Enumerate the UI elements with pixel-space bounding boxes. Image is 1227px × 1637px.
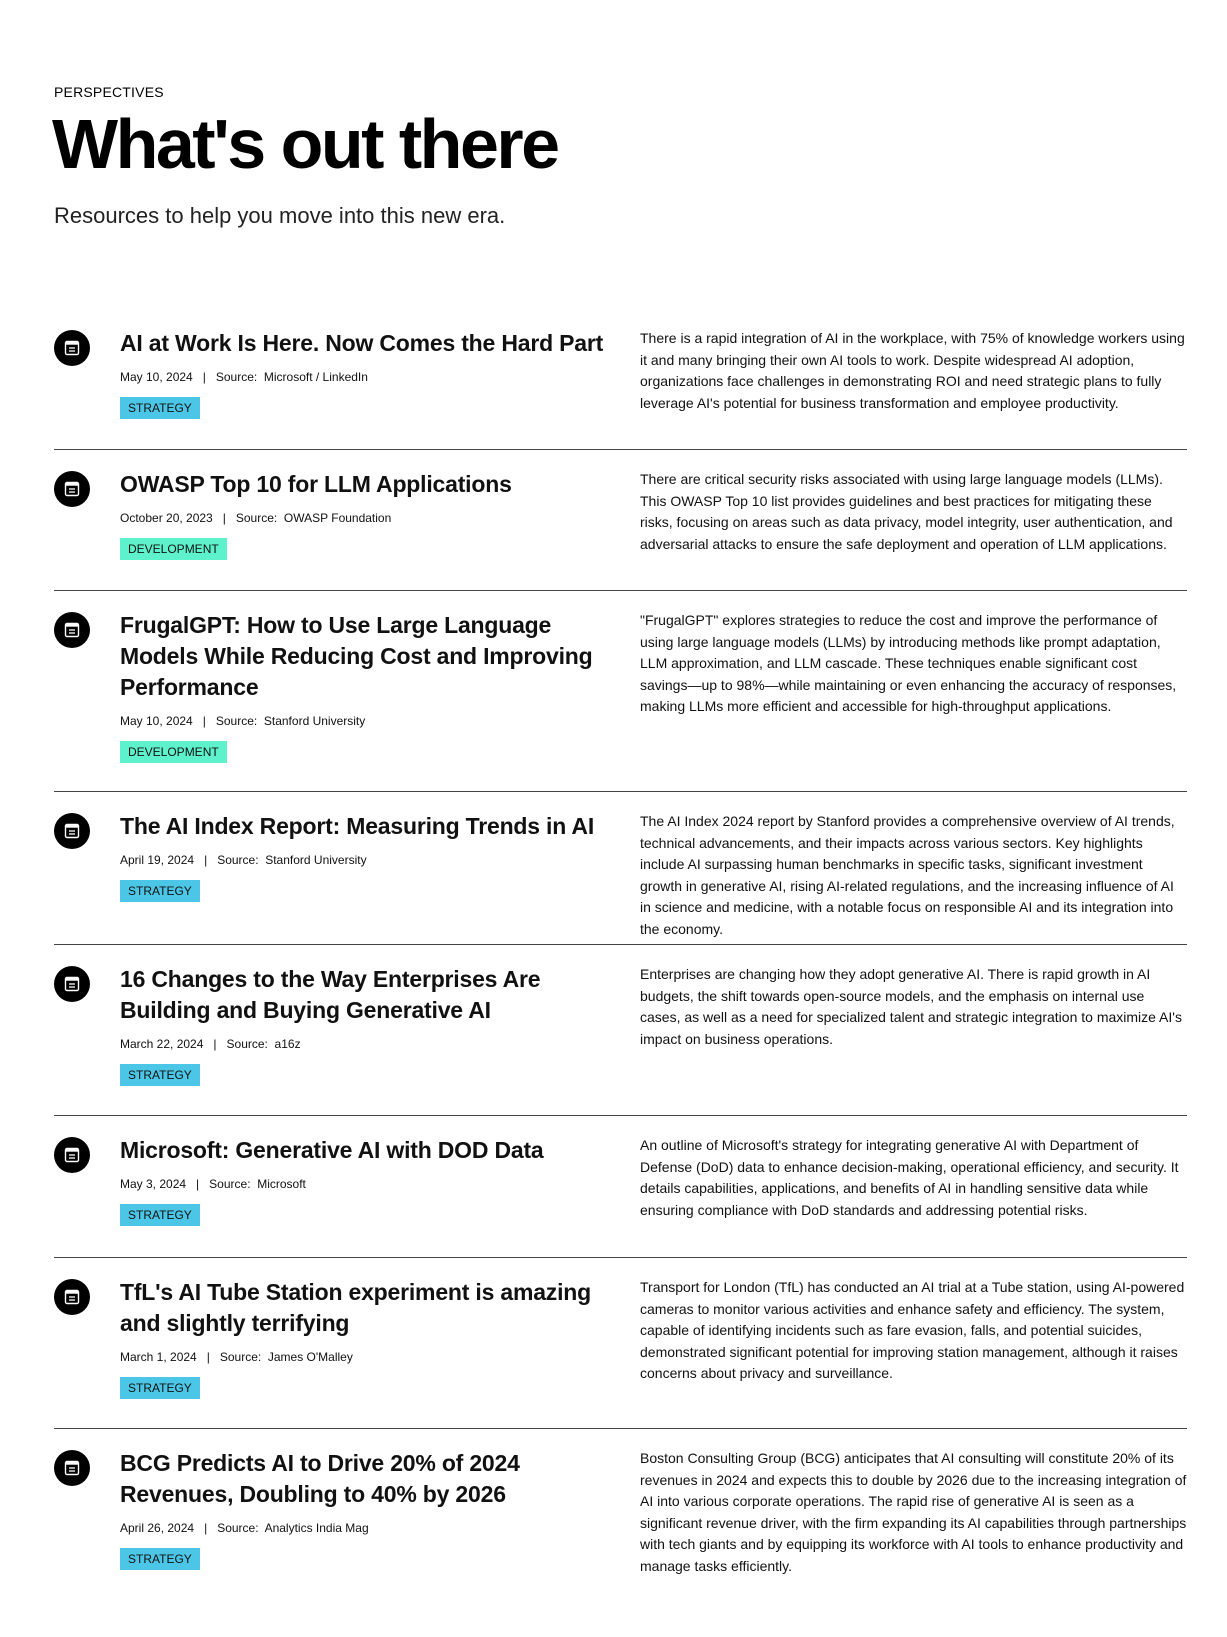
resource-source: a16z — [274, 1037, 301, 1051]
resource-item — [54, 1429, 1187, 1629]
resource-item — [54, 1116, 1187, 1258]
source-label: Source: — [217, 853, 259, 867]
resource-item — [54, 450, 1187, 591]
resource-source: Microsoft / LinkedIn — [263, 370, 368, 384]
document-icon[interactable] — [54, 1450, 90, 1486]
source-label: Source: — [217, 1521, 259, 1535]
document-icon[interactable] — [54, 612, 90, 648]
resource-date: May 10, 2024 — [120, 714, 193, 728]
resource-description: Transport for London (TfL) has conducted an AI trial at a Tube station, using AI-powered cameras to monitor various activities and enhance safety and efficiency. The system, capable of identifying incidents such as fare evasion, falls, and potential suicides, demonstrated significant potential for improving station management, although it raises concerns about privacy and surveillance. — [640, 1279, 1185, 1381]
resource-description: There are critical security risks associated with using large language models (LLMs). This OWASP Top 10 list provides guidelines and best practices for mitigating these risks, focusing on areas such as data privacy, model integrity, user authentication, and adversarial attacks to ensure the safe deployment and operation of LLM applications. — [640, 471, 1173, 552]
category-tag[interactable]: STRATEGY — [120, 880, 200, 902]
resource-item — [54, 591, 1187, 792]
resource-source: OWASP Foundation — [283, 511, 392, 525]
resource-date: March 22, 2024 — [120, 1037, 204, 1051]
category-tag[interactable]: DEVELOPMENT — [120, 741, 227, 763]
resource-description: Boston Consulting Group (BCG) anticipates that AI consulting will constitute 20% of its revenues in 2024 and expects this to double by 2026 due to the increasing integration of AI into various corporate operations. The rapid rise of generative AI is seen as a significant revenue driver, with the firm expanding its AI capabilities through partnerships with tech giants and by equipping its workforce with AI tools to enhance productivity and manage tasks efficiently. — [640, 1450, 1187, 1574]
category-tag[interactable]: STRATEGY — [120, 1204, 200, 1226]
document-icon[interactable] — [54, 813, 90, 849]
page-title: What's out there — [52, 105, 558, 183]
meta-separator: | — [213, 1037, 217, 1051]
resource-date: April 19, 2024 — [120, 853, 195, 867]
resource-title-link[interactable]: Microsoft: Generative AI with DOD Data — [120, 1137, 544, 1163]
resource-meta — [120, 510, 620, 526]
resource-date: October 20, 2023 — [120, 511, 213, 525]
resource-item — [54, 945, 1187, 1116]
resource-meta — [120, 1176, 620, 1192]
meta-separator: | — [202, 714, 206, 728]
resource-date: May 3, 2024 — [120, 1177, 187, 1191]
resource-date: April 26, 2024 — [120, 1521, 195, 1535]
category-tag[interactable]: STRATEGY — [120, 397, 200, 419]
meta-separator: | — [206, 1350, 210, 1364]
resource-source: Microsoft — [257, 1177, 306, 1191]
resource-source: Stanford University — [263, 714, 366, 728]
source-label: Source: — [209, 1177, 251, 1191]
section-eyebrow: PERSPECTIVES — [54, 84, 164, 100]
source-label: Source: — [226, 1037, 268, 1051]
document-icon[interactable] — [54, 1279, 90, 1315]
category-tag[interactable]: STRATEGY — [120, 1548, 200, 1570]
resource-item — [54, 792, 1187, 945]
resource-source: Stanford University — [265, 853, 367, 867]
resource-item — [54, 309, 1187, 450]
meta-separator: | — [204, 1521, 208, 1535]
meta-separator: | — [204, 853, 208, 867]
resource-source: James O'Malley — [267, 1350, 353, 1364]
resource-meta — [120, 852, 620, 868]
resource-title-link[interactable]: BCG Predicts AI to Drive 20% of 2024 Revenues, Doubling to 40% by 2026 — [120, 1450, 520, 1507]
resource-description: An outline of Microsoft's strategy for integrating generative AI with Department of Defense (DoD) data to enhance decision-making, operational efficiency, and security. It details capabilities, applications, and benefits of AI in handling sensitive data while ensuring compliance with DoD standards and addressing potential risks. — [640, 1137, 1179, 1218]
meta-separator: | — [196, 1177, 200, 1191]
document-icon[interactable] — [54, 966, 90, 1002]
meta-separator: | — [222, 511, 226, 525]
resource-meta — [120, 1349, 620, 1365]
resource-date: May 10, 2024 — [120, 370, 193, 384]
meta-separator: | — [202, 370, 206, 384]
resource-title-link[interactable]: The AI Index Report: Measuring Trends in AI — [120, 813, 595, 839]
resource-meta — [120, 1036, 620, 1052]
resource-description: The AI Index 2024 report by Stanford provides a comprehensive overview of AI trends, technical advancements, and their impacts across various sectors. Key highlights include AI surpassing human benchmarks in specific tasks, significant investment growth in generative AI, rising AI-related regulations, and the increasing influence of AI in science and medicine, with a notable focus on responsible AI and its integration into the economy. — [640, 813, 1175, 937]
resource-description: Enterprises are changing how they adopt generative AI. There is rapid growth in AI budgets, the shift towards open-source models, and the emphasis on internal use cases, as well as a need for specialized talent and strategic integration to maximize AI's impact on business operations. — [640, 966, 1182, 1047]
resource-meta — [120, 713, 620, 729]
resource-description: There is a rapid integration of AI in the workplace, with 75% of knowledge workers using it and many bringing their own AI tools to work. Despite widespread AI adoption, organizations face challenges in demonstrating ROI and need strategic plans to fully leverage AI's potential for business transformation and employee productivity. — [640, 330, 1185, 411]
category-tag[interactable]: DEVELOPMENT — [120, 538, 227, 560]
page-subtitle: Resources to help you move into this new era. — [54, 203, 506, 228]
document-icon[interactable] — [54, 330, 90, 366]
resource-title-link[interactable]: AI at Work Is Here. Now Comes the Hard Part — [120, 330, 604, 356]
category-tag[interactable]: STRATEGY — [120, 1064, 200, 1086]
resource-list — [54, 309, 1187, 1629]
resource-meta — [120, 369, 620, 385]
resource-title-link[interactable]: TfL's AI Tube Station experiment is amazing and slightly terrifying — [120, 1279, 591, 1336]
resource-meta — [120, 1520, 620, 1536]
source-label: Source: — [215, 714, 258, 728]
resource-title-link[interactable]: FrugalGPT: How to Use Large Language Models While Reducing Cost and Improving Performance — [120, 612, 593, 700]
resource-date: March 1, 2024 — [120, 1350, 197, 1364]
resource-description: "FrugalGPT" explores strategies to reduce the cost and improve the performance of using large language models (LLMs) by introducing methods like prompt adaptation, LLM approximation, and LLM cascade. These techniques enable significant cost savings—up to 98%—while maintaining or even enhancing the accuracy of responses, making LLMs more efficient and accessible for high-throughput applications. — [640, 612, 1177, 714]
document-icon[interactable] — [54, 471, 90, 507]
resource-source: Analytics India Mag — [264, 1521, 369, 1535]
source-label: Source: — [219, 1350, 262, 1364]
resource-item — [54, 1258, 1187, 1429]
resource-title-link[interactable]: OWASP Top 10 for LLM Applications — [120, 471, 512, 497]
source-label: Source: — [235, 511, 278, 525]
resource-title-link[interactable]: 16 Changes to the Way Enterprises Are Building and Buying Generative AI — [120, 966, 541, 1023]
document-icon[interactable] — [54, 1137, 90, 1173]
category-tag[interactable]: STRATEGY — [120, 1377, 200, 1399]
source-label: Source: — [215, 370, 258, 384]
